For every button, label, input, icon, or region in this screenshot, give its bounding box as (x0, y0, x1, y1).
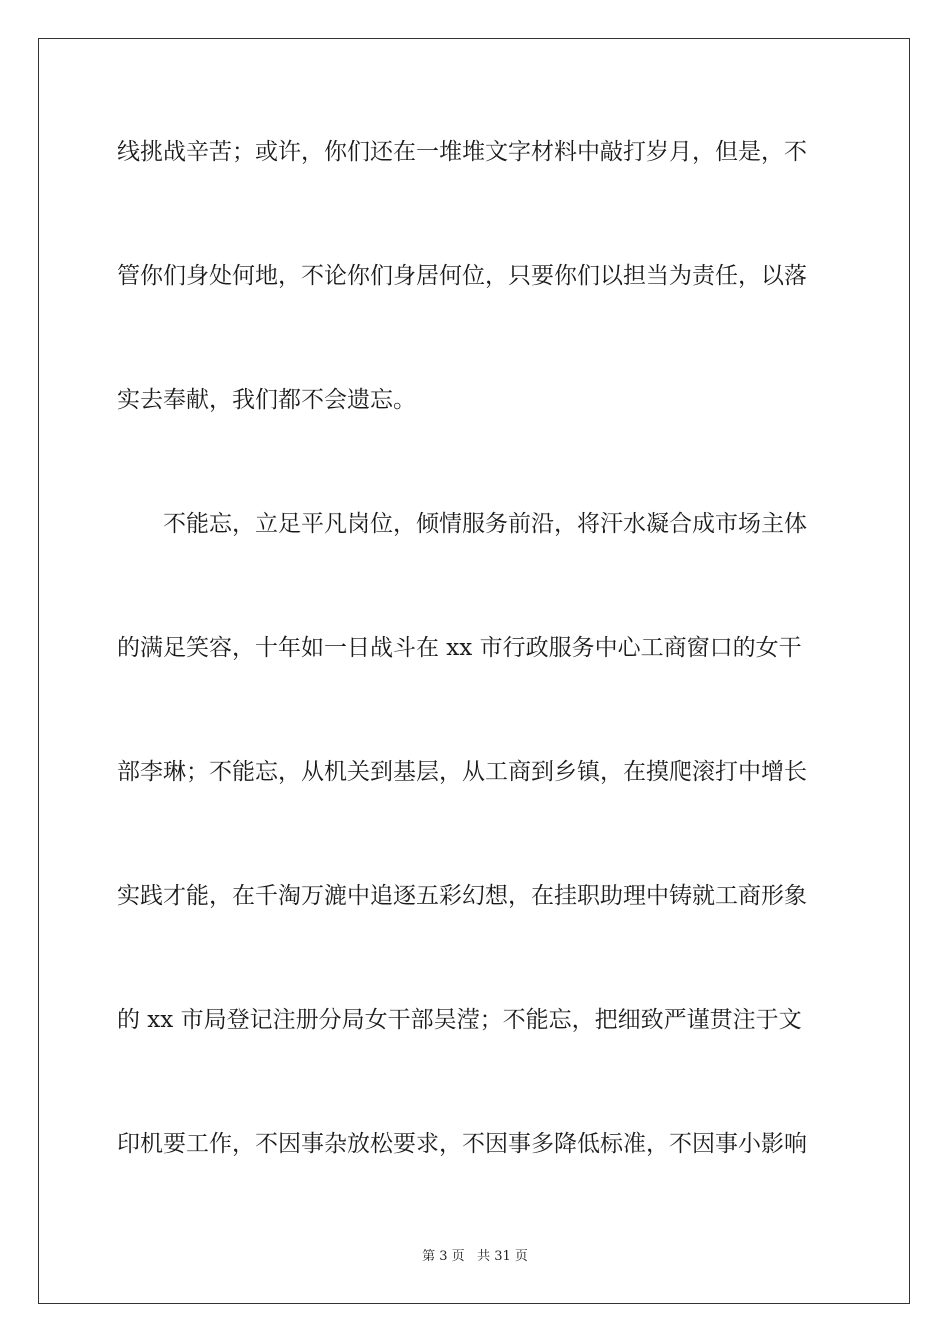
body-line-4: 不能忘，立足平凡岗位，倾情服务前沿，将汗水凝合成市场主体 (117, 511, 807, 537)
body-line-8: 的 xx 市局登记注册分局女干部吴滢；不能忘，把细致严谨贯注于文 (117, 1007, 802, 1033)
page-border (38, 38, 910, 1304)
body-line-5: 的满足笑容，十年如一日战斗在 xx 市行政服务中心工商窗口的女干 (117, 635, 802, 661)
body-line-9: 印机要工作，不因事杂放松要求，不因事多降低标准，不因事小影响 (117, 1131, 807, 1157)
body-line-2: 管你们身处何地，不论你们身居何位，只要你们以担当为责任，以落 (117, 263, 807, 289)
page-total: 共 31 页 (477, 1249, 528, 1264)
body-line-3: 实去奉献，我们都不会遗忘。 (117, 387, 416, 413)
body-line-1: 线挑战辛苦；或许，你们还在一堆堆文字材料中敲打岁月，但是，不 (117, 139, 807, 165)
body-line-7: 实践才能，在千淘万漉中追逐五彩幻想，在挂职助理中铸就工商形象 (117, 883, 807, 909)
page-number: 第 3 页 (422, 1249, 465, 1264)
page-footer (0, 1249, 950, 1265)
body-line-6: 部李琳；不能忘，从机关到基层，从工商到乡镇，在摸爬滚打中增长 (117, 759, 807, 785)
